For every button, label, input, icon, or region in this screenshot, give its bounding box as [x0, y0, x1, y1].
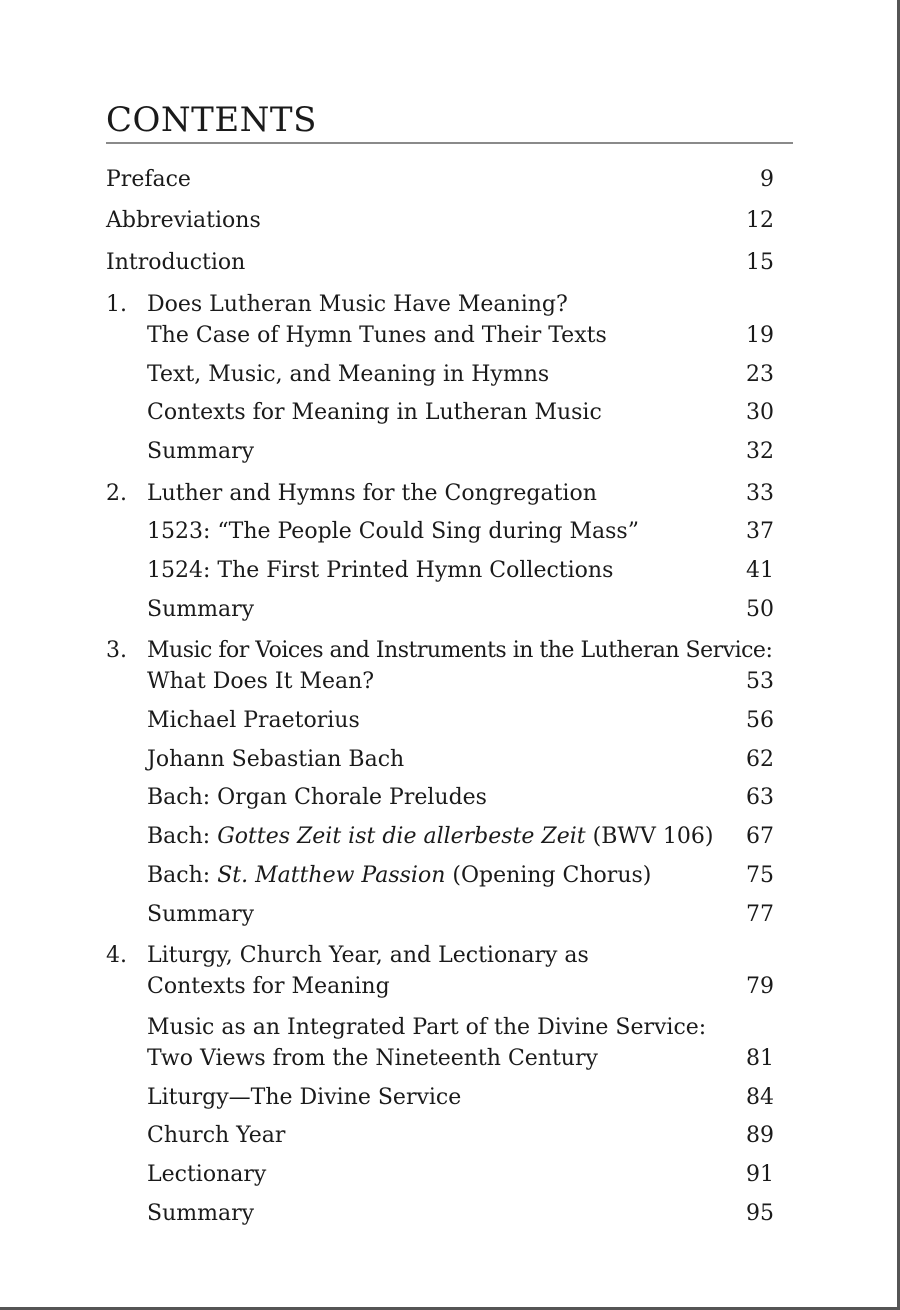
chapter-title: Luther and Hymns for the Congregation	[147, 481, 597, 506]
section-title: Church Year	[147, 1123, 286, 1148]
section-title: Liturgy—The Divine Service	[147, 1085, 462, 1110]
page-number: 50	[746, 597, 774, 622]
page-number: 33	[746, 481, 774, 506]
entry-title: Introduction	[106, 250, 246, 275]
page-number: 84	[746, 1085, 774, 1110]
chapter-number: 2.	[106, 481, 127, 506]
section-title: Michael Praetorius	[147, 708, 360, 733]
chapter-title	[147, 635, 772, 697]
section-title: 1523: “The People Could Sing during Mass”	[147, 519, 639, 544]
page-number: 91	[746, 1162, 774, 1187]
section-title-suffix: (BWV 106)	[585, 824, 714, 849]
page-number: 95	[746, 1201, 774, 1226]
chapter-title-line-2: The Case of Hymn Tunes and Their Texts	[147, 323, 607, 348]
section-title: Contexts for Meaning in Lutheran Music	[147, 400, 602, 425]
section-title: Summary	[147, 439, 255, 464]
page-number: 89	[746, 1123, 774, 1148]
section-title: Summary	[147, 902, 255, 927]
page-number: 19	[746, 323, 774, 348]
page-number: 12	[746, 208, 774, 233]
page-number: 63	[746, 785, 774, 810]
work-title: Gottes Zeit ist die allerbeste Zeit	[217, 824, 586, 849]
section-title: Summary	[147, 1201, 255, 1226]
chapter-title-line-1: Liturgy, Church Year, and Lectionary as	[147, 943, 589, 968]
page-number: 9	[760, 167, 774, 192]
section-title-prefix: Bach:	[147, 863, 218, 888]
section-title: Summary	[147, 597, 255, 622]
work-title: St. Matthew Passion	[217, 863, 446, 888]
section-title: Johann Sebastian Bach	[147, 747, 405, 772]
section-title-line-2: Two Views from the Nineteenth Century	[147, 1046, 598, 1071]
page-number: 37	[746, 519, 774, 544]
page-title: CONTENTS	[106, 100, 317, 140]
section-title: Bach: Organ Chorale Preludes	[147, 785, 487, 810]
entry-title: Preface	[106, 167, 191, 192]
section-title	[147, 1012, 706, 1074]
chapter-number: 4.	[106, 943, 127, 968]
entry-title: Abbreviations	[106, 208, 261, 233]
page-number: 30	[746, 400, 774, 425]
page-number: 75	[746, 863, 774, 888]
page-number: 53	[746, 669, 774, 694]
page-number: 15	[746, 250, 774, 275]
page-number: 81	[746, 1046, 774, 1071]
chapter-title-line-1: Does Lutheran Music Have Meaning?	[147, 292, 568, 317]
page-number: 23	[746, 362, 774, 387]
section-title: 1524: The First Printed Hymn Collections	[147, 558, 614, 583]
section-title: Lectionary	[147, 1162, 267, 1187]
page-number: 79	[746, 974, 774, 999]
page-number: 32	[746, 439, 774, 464]
chapter-title	[147, 289, 607, 351]
chapter-title-line-2: What Does It Mean?	[147, 669, 375, 694]
page-number: 77	[746, 902, 774, 927]
page-number: 62	[746, 747, 774, 772]
page-number: 67	[746, 824, 774, 849]
chapter-title-line-1: Music for Voices and Instruments in the Lutheran Service:	[147, 638, 773, 663]
page-number: 41	[746, 558, 774, 583]
section-title-line-1: Music as an Integrated Part of the Divine Service:	[147, 1015, 707, 1040]
chapter-title	[147, 940, 589, 1002]
chapter-title-line-2: Contexts for Meaning	[147, 974, 390, 999]
section-title	[147, 860, 651, 891]
section-title: Text, Music, and Meaning in Hymns	[147, 362, 550, 387]
section-title	[147, 821, 713, 852]
section-title-prefix: Bach:	[147, 824, 218, 849]
section-title-suffix: (Opening Chorus)	[445, 863, 652, 888]
chapter-number: 3.	[106, 638, 127, 663]
chapter-number: 1.	[106, 292, 127, 317]
page-number: 56	[746, 708, 774, 733]
